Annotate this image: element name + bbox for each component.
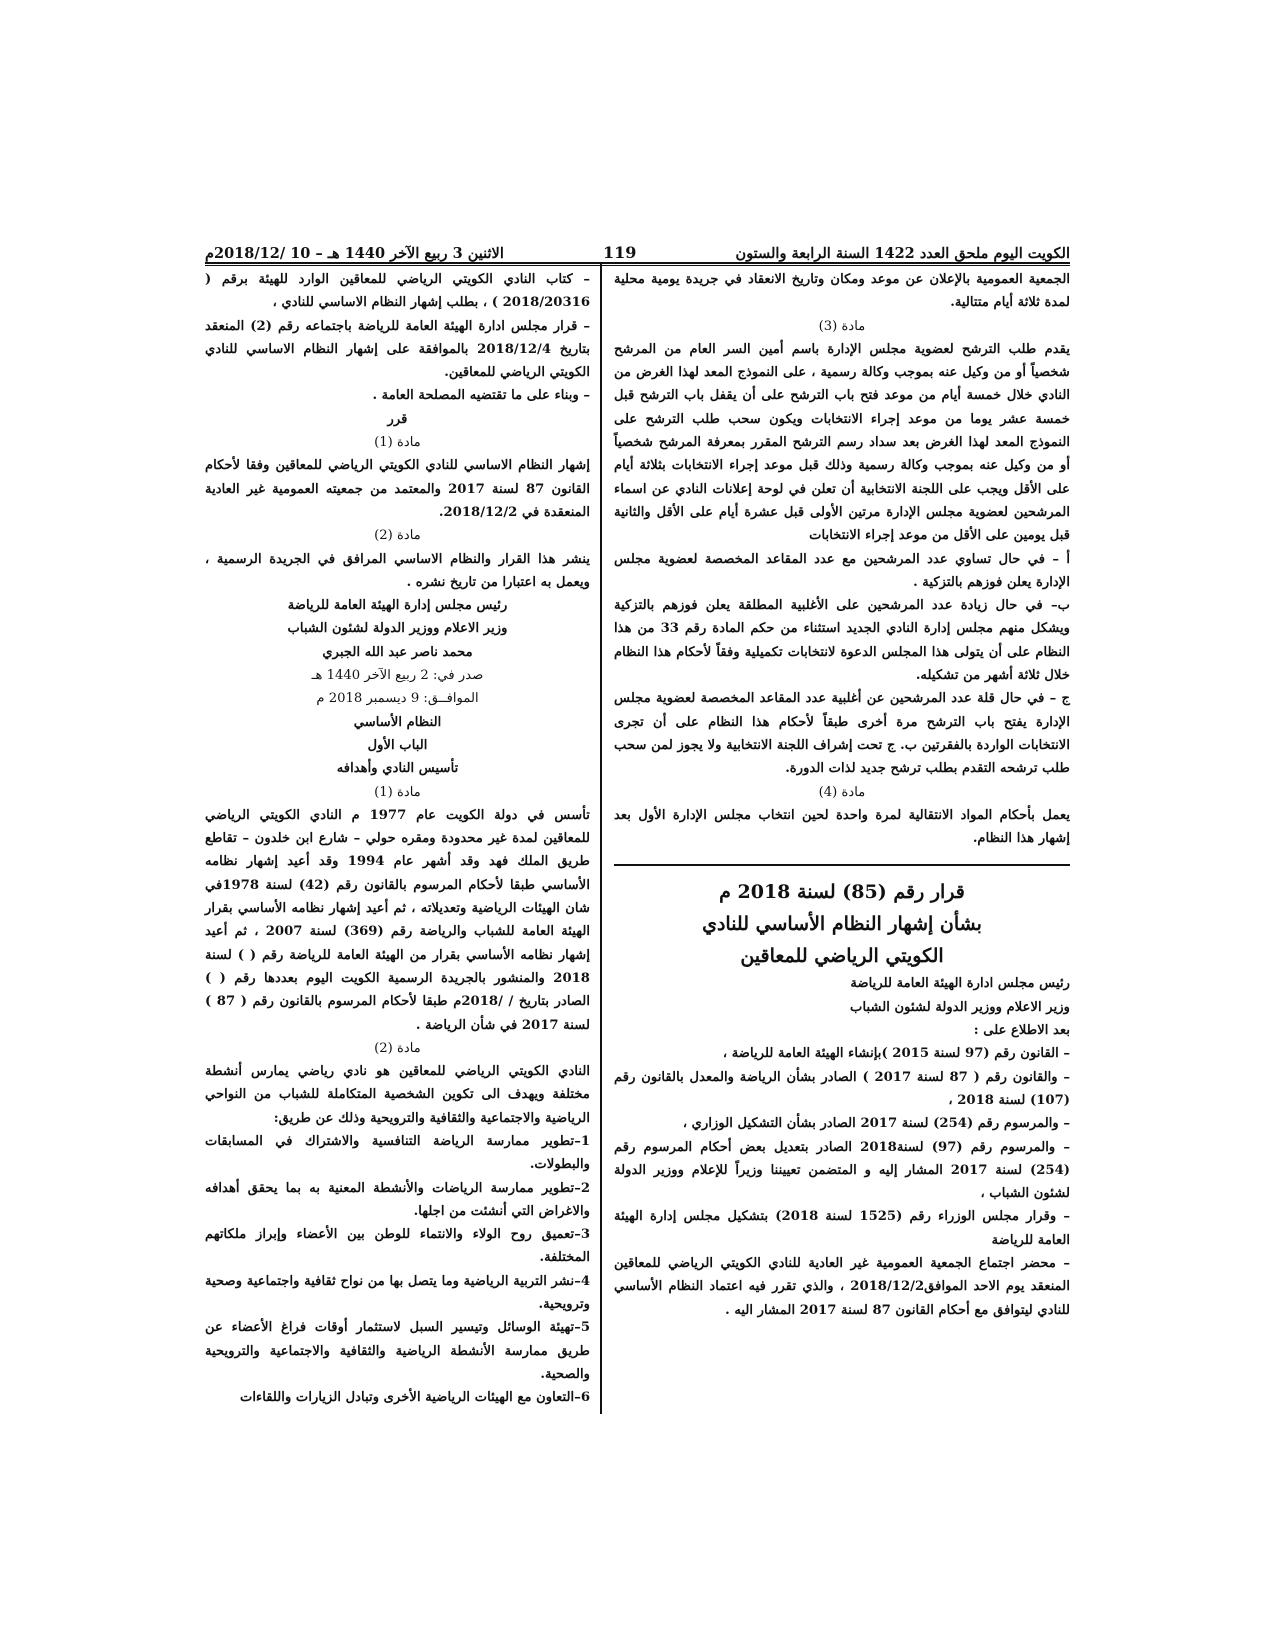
decree-line: – القانون رقم (97 لسنة 2015 )بإنشاء الهيئة العامة للرياضة ، — [722, 1046, 1070, 1062]
paragraph: تأسس في دولة الكويت عام 1977 م النادي الكويتي الرياضي للمعاقين لمدة غير محدودة ومقره حولي – شارع ابن خلدون – تقاطع طريق الملك فهد وقد أشهر عام 1994 وقد أعيد إشهار نظامه الأساسي طبقا لأحكام المرسوم بالقانون رقم (42) لسنة 1978في شان الهيئات الرياضية وتعديلاته ، ثم أعيد إشهار نظامه الأساسي بقرار الهيئة العامة للشباب والرياضة رقم (369) لسنة 2007 ، ثم أعيد إشهار نظامه الأساسي بقرار من الهيئة العامة للرياضة رقم ( ) لسنة 2018 والمنشور بالجريدة الرسمية الكويت اليوم بعددها رقم ( ) الصادر بتاريخ / /2018م طبقا لأحكام المرسوم بالقانون رقم ( 87 ) لسنة 2017 في شأن الرياضة . — [205, 807, 590, 1033]
article-heading: مادة (2) — [374, 528, 421, 544]
paragraph: النادي الكويتي الرياضي للمعاقين هو نادي رياضي يمارس أنشطة مختلفة ويهدف الى تكوين الشخصية المتكاملة للشباب من النواحي الرياضية والاجتماعية والثقافية والترويحية وذلك عن طريق: — [205, 1064, 590, 1126]
paragraph: ينشر هذا القرار والنظام الاساسي المرافق في الجريدة الرسمية ، ويعمل به اعتبارا من تاريخ نشره . — [205, 551, 590, 590]
decree-subject: بشأن إشهار النظام الأساسي للنادي — [702, 913, 982, 936]
page-header — [205, 236, 1070, 262]
decree-subject-2: الكويتي الرياضي للمعاقين — [740, 945, 944, 968]
chapter-title: تأسيس النادي وأهدافه — [336, 761, 459, 777]
left-column — [205, 268, 590, 1410]
section-separator — [614, 864, 1070, 866]
paragraph: أ – في حال تساوي عدد المرشحين مع عدد المقاعد المخصصة لعضوية مجلس الإدارة يعلن فوزهم بالتزكية . — [614, 551, 1070, 590]
issue-date: صدر في: 2 ربيع الآخر 1440 هـ — [311, 668, 484, 684]
paragraph: يقدم طلب الترشح لعضوية مجلس الإدارة باسم أمين السر العام من المرشح شخصياً أو من وكيل عنه بموجب وكالة رسمية ، على النموذج المعد لهذا الغرض من النادي خلال خمسة أيام من موعد فتح باب الترشح على أن يقفل باب الترشح قبل خمسة عشر يوما من موعد إجراء الانتخابات ويكون سحب طلب الترشح على النموذج المعد لهذا الغرض بعد سداد رسم الترشح المقرر بمعرفة المرشح شخصياً أو من وكيل عنه بموجب وكالة رسمية وذلك قبل موعد إجراء الانتخابات بثلاثة أيام على الأقل ويجب على اللجنة الانتخابية أن تعلن في لوحة إعلانات النادي عن اسماء المرشحين لعضوية مجلس الإدارة مرتين الأولى قبل عشرة أيام على الأقل والثانية قبل يومين على الأقل من موعد إجراء الانتخابات — [614, 341, 1070, 544]
paragraph: – وبناء على ما تقتضيه المصلحة العامة . — [372, 388, 590, 404]
list-item: 6–التعاون مع الهيئات الرياضية الأخرى وتبادل الزيارات واللقاءات — [239, 1390, 590, 1406]
signatory-name: محمد ناصر عبد الله الجبري — [322, 644, 473, 660]
signature-title: وزير الاعلام ووزير الدولة لشئون الشباب — [287, 621, 508, 637]
article-heading: مادة (1) — [374, 784, 421, 800]
signature-title: رئيس مجلس إدارة الهيئة العامة للرياضة — [287, 598, 508, 614]
right-column — [614, 268, 1070, 1322]
decree-line: – وقرار مجلس الوزراء رقم (1525 لسنة 2018) بتشكيل مجلس إدارة الهيئة العامة للرياضة — [614, 1209, 1071, 1248]
article-heading: مادة (3) — [818, 318, 866, 334]
list-item: 3–تعميق روح الولاء والانتماء للوطن بين الأعضاء وإبراز ملكاتهم المختلفة. — [205, 1227, 590, 1266]
header-date: الاثنين 3 ربيع الآخر 1440 هـ – 10 /2018/12م — [205, 245, 504, 262]
paragraph: ج – في حال قلة عدد المرشحين عن أغلبية عدد المقاعد المخصصة لعضوية مجلس الإدارة يفتح باب الترشح مرة أخرى طبقاً لأحكام هذا النظام على أن تجرى الانتخابات الواردة بالفقرتين ب. ج تحت إشراف اللجنة الانتخابية ولا يجوز لمن سحب طلب ترشحه التقدم بطلب ترشح جديد لذات الدورة. — [614, 691, 1070, 777]
paragraph: يعمل بأحكام المواد الانتقالية لمرة واحدة لحين انتخاب مجلس الإدارة الأول بعد إشهار هذا النظام. — [614, 807, 1070, 847]
column-divider — [600, 264, 602, 1414]
decree-line: – والمرسوم رقم (254) لسنة 2017 الصادر بشأن التشكيل الوزاري ، — [682, 1116, 1070, 1132]
decision-heading: قرر — [387, 411, 408, 427]
page-number: 119 — [603, 243, 637, 262]
decree-line: رئيس مجلس ادارة الهيئة العامة للرياضة — [850, 976, 1070, 992]
decree-line: – والمرسوم رقم (97) لسنة2018 الصادر بتعديل بعض أحكام المرسوم رقم (254) لسنة 2017 المشار إليه و المتضمن تعييننا وزيراً للإعلام ووزير الدولة لشئون الشباب ، — [614, 1139, 1070, 1202]
decree-line: وزير الاعلام ووزير الدولة لشئون الشباب — [850, 999, 1070, 1015]
list-item: 1–تطوير ممارسة الرياضة التنافسية والاشتراك في المسابقات والبطولات. — [205, 1133, 590, 1173]
paragraph: ب– في حال زيادة عدد المرشحين على الأغلبية المطلقة يعلن فوزهم بالتزكية ويشكل منهم مجلس إدارة النادي الجديد استثناء من حكم المادة رقم 33 من هذا النظام على أن يتولى هذا المجلس الدعوة لانتخابات تكميلية وفقاً لأحكام هذا النظام خلال ثلاثة أشهر من تشكيله. — [614, 598, 1070, 684]
section-heading: النظام الأساسي — [353, 714, 442, 730]
article-heading: مادة (1) — [374, 435, 421, 451]
paragraph: – كتاب النادي الكويتي الرياضي للمعاقين الوارد للهيئة برقم ( 2018/20316 ) ، بطلب إشهار النظام الاساسي للنادي ، — [205, 272, 590, 311]
list-item: 5–تهيئة الوسائل وتيسير السبل لاستثمار أوقات فراغ الأعضاء عن طريق ممارسة الأنشطة الرياضية والثقافية والاجتماعية والترويحية والصحية. — [205, 1320, 590, 1382]
header-publication: الكويت اليوم ملحق العدد 1422 السنة الرابعة والستون — [735, 245, 1070, 262]
decree-title: قرار رقم (85) لسنة 2018 م — [719, 881, 965, 904]
header-rule — [205, 262, 1070, 264]
header-rule-thin — [205, 265, 1070, 266]
paragraph: إشهار النظام الاساسي للنادي الكويتي الرياضي للمعاقين وفقا لأحكام القانون 87 لسنة 2017 والمعتمد من جمعيته العمومية غير العادية المنعقدة في 2018/12/2. — [205, 458, 590, 520]
chapter-heading: الباب الأول — [367, 737, 428, 753]
decree-line: – محضر اجتماع الجمعية العمومية غير العادية للنادي الكويتي الرياضي للمعاقين المنعقد يوم الاحد الموافق2018/12/2 ، والذي تقرر فيه اعتماد النظام الأساسي للنادي ليتوافق مع أحكام القانون 87 لسنة 2017 المشار اليه . — [614, 1255, 1070, 1318]
list-item: 4–نشر التربية الرياضية وما يتصل بها من نواح ثقافية واجتماعية وصحية وترويحية. — [205, 1273, 590, 1313]
paragraph: الجمعية العمومية بالإعلان عن موعد ومكان وتاريخ الانعقاد في جريدة يومية محلية لمدة ثلاثة أيام متتالية. — [614, 272, 1070, 311]
decree-line: بعد الاطلاع على : — [973, 1023, 1070, 1039]
decree-line: – والقانون رقم ( 87 لسنة 2017 ) الصادر بشأن الرياضة والمعدل بالقانون رقم (107) لسنة 2018 ، — [614, 1069, 1071, 1108]
paragraph: – قرار مجلس ادارة الهيئة العامة للرياضة باجتماعه رقم (2) المنعقد بتاريخ 2018/12/4 بالموافقة على إشهار النظام الاساسي للنادي الكويتي الرياضي للمعاقين. — [205, 318, 590, 381]
article-heading: مادة (4) — [818, 784, 866, 800]
list-item: 2–تطوير ممارسة الرياضات والأنشطة المعنية به بما يحقق أهدافه والاغراض التي أنشئت من اجلها. — [205, 1180, 590, 1219]
article-heading: مادة (2) — [374, 1040, 421, 1056]
issue-date-gregorian: الموافــق: 9 ديسمبر 2018 م — [316, 691, 479, 707]
